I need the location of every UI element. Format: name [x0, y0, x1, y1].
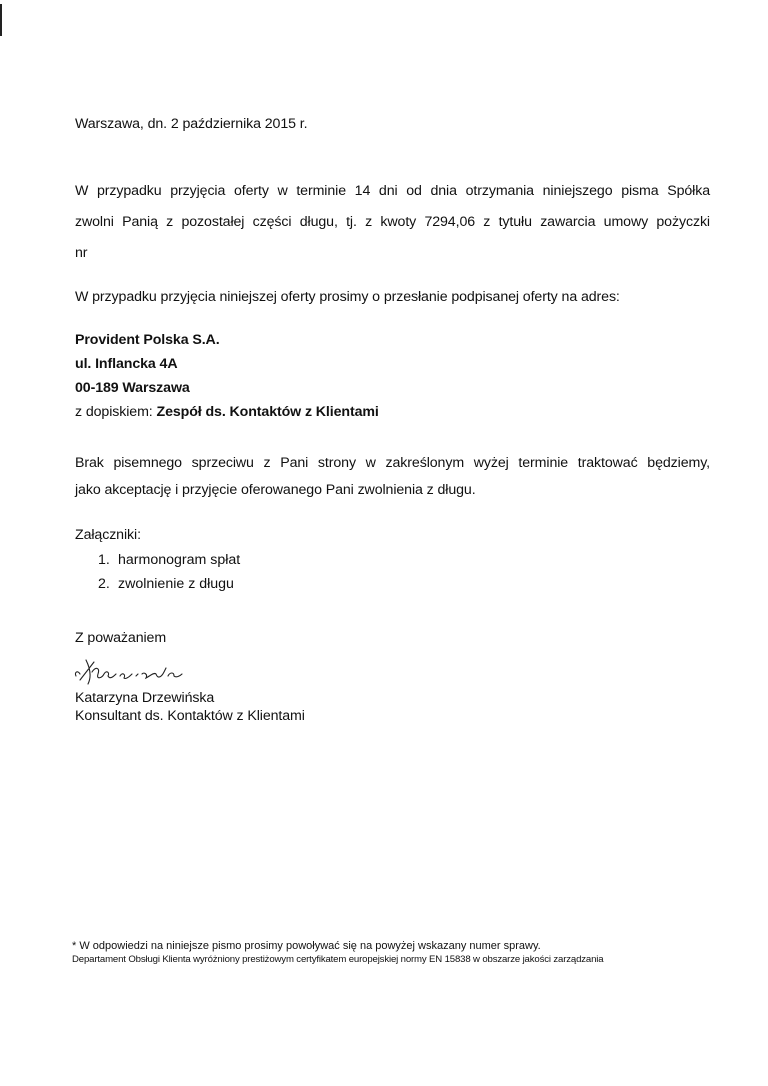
address-note: [75, 404, 379, 420]
footer-note: * W odpowiedzi na niniejsze pismo prosimy powoływać się na powyżej wskazany numer sprawy.: [72, 940, 541, 952]
paragraph-1-line-2: zwolni Panią z pozostałej części długu, tj. z kwoty 7294,06 z tytułu zawarcia umowy pożyczki: [75, 214, 710, 230]
address-note-prefix: z dopiskiem:: [75, 404, 157, 420]
address-city: 00-189 Warszawa: [75, 380, 190, 396]
address-company: Provident Polska S.A.: [75, 332, 220, 348]
signer-title: Konsultant ds. Kontaktów z Klientami: [75, 708, 305, 724]
paragraph-3-line-1: Brak pisemnego sprzeciwu z Pani strony w zakreślonym wyżej terminie traktować będziemy,: [75, 455, 710, 471]
signer-name: Katarzyna Drzewińska: [75, 690, 215, 706]
date-line: Warszawa, dn. 2 października 2015 r.: [75, 116, 308, 132]
attachment-item: [98, 552, 240, 568]
address-street: ul. Inflancka 4A: [75, 356, 178, 372]
closing: Z poważaniem: [75, 630, 167, 646]
paragraph-3-line-2: jako akceptację i przyjęcie oferowanego Pani zwolnienia z długu.: [75, 482, 476, 498]
attachment-number: 1.: [98, 552, 110, 568]
attachment-item: [98, 576, 234, 592]
paragraph-1-line-1: W przypadku przyjęcia oferty w terminie 14 dni od dnia otrzymania niniejszego pisma Spółka: [75, 183, 710, 199]
paragraph-1-line-3: nr: [75, 245, 88, 261]
attachment-text: harmonogram spłat: [118, 552, 241, 568]
attachments-label: Załączniki:: [75, 527, 141, 543]
address-note-recipient: Zespół ds. Kontaktów z Klientami: [156, 404, 379, 420]
handwritten-signature: [70, 654, 190, 688]
footer-certification: Departament Obsługi Klienta wyróżniony prestiżowym certyfikatem europejskiej normy EN 15838 w obszarze jakości zarządzania: [72, 954, 604, 965]
scan-edge-mark: [0, 4, 2, 36]
attachment-number: 2.: [98, 576, 110, 592]
paragraph-2: W przypadku przyjęcia niniejszej oferty prosimy o przesłanie podpisanej oferty na adres:: [75, 289, 620, 305]
attachment-text: zwolnienie z długu: [118, 576, 234, 592]
